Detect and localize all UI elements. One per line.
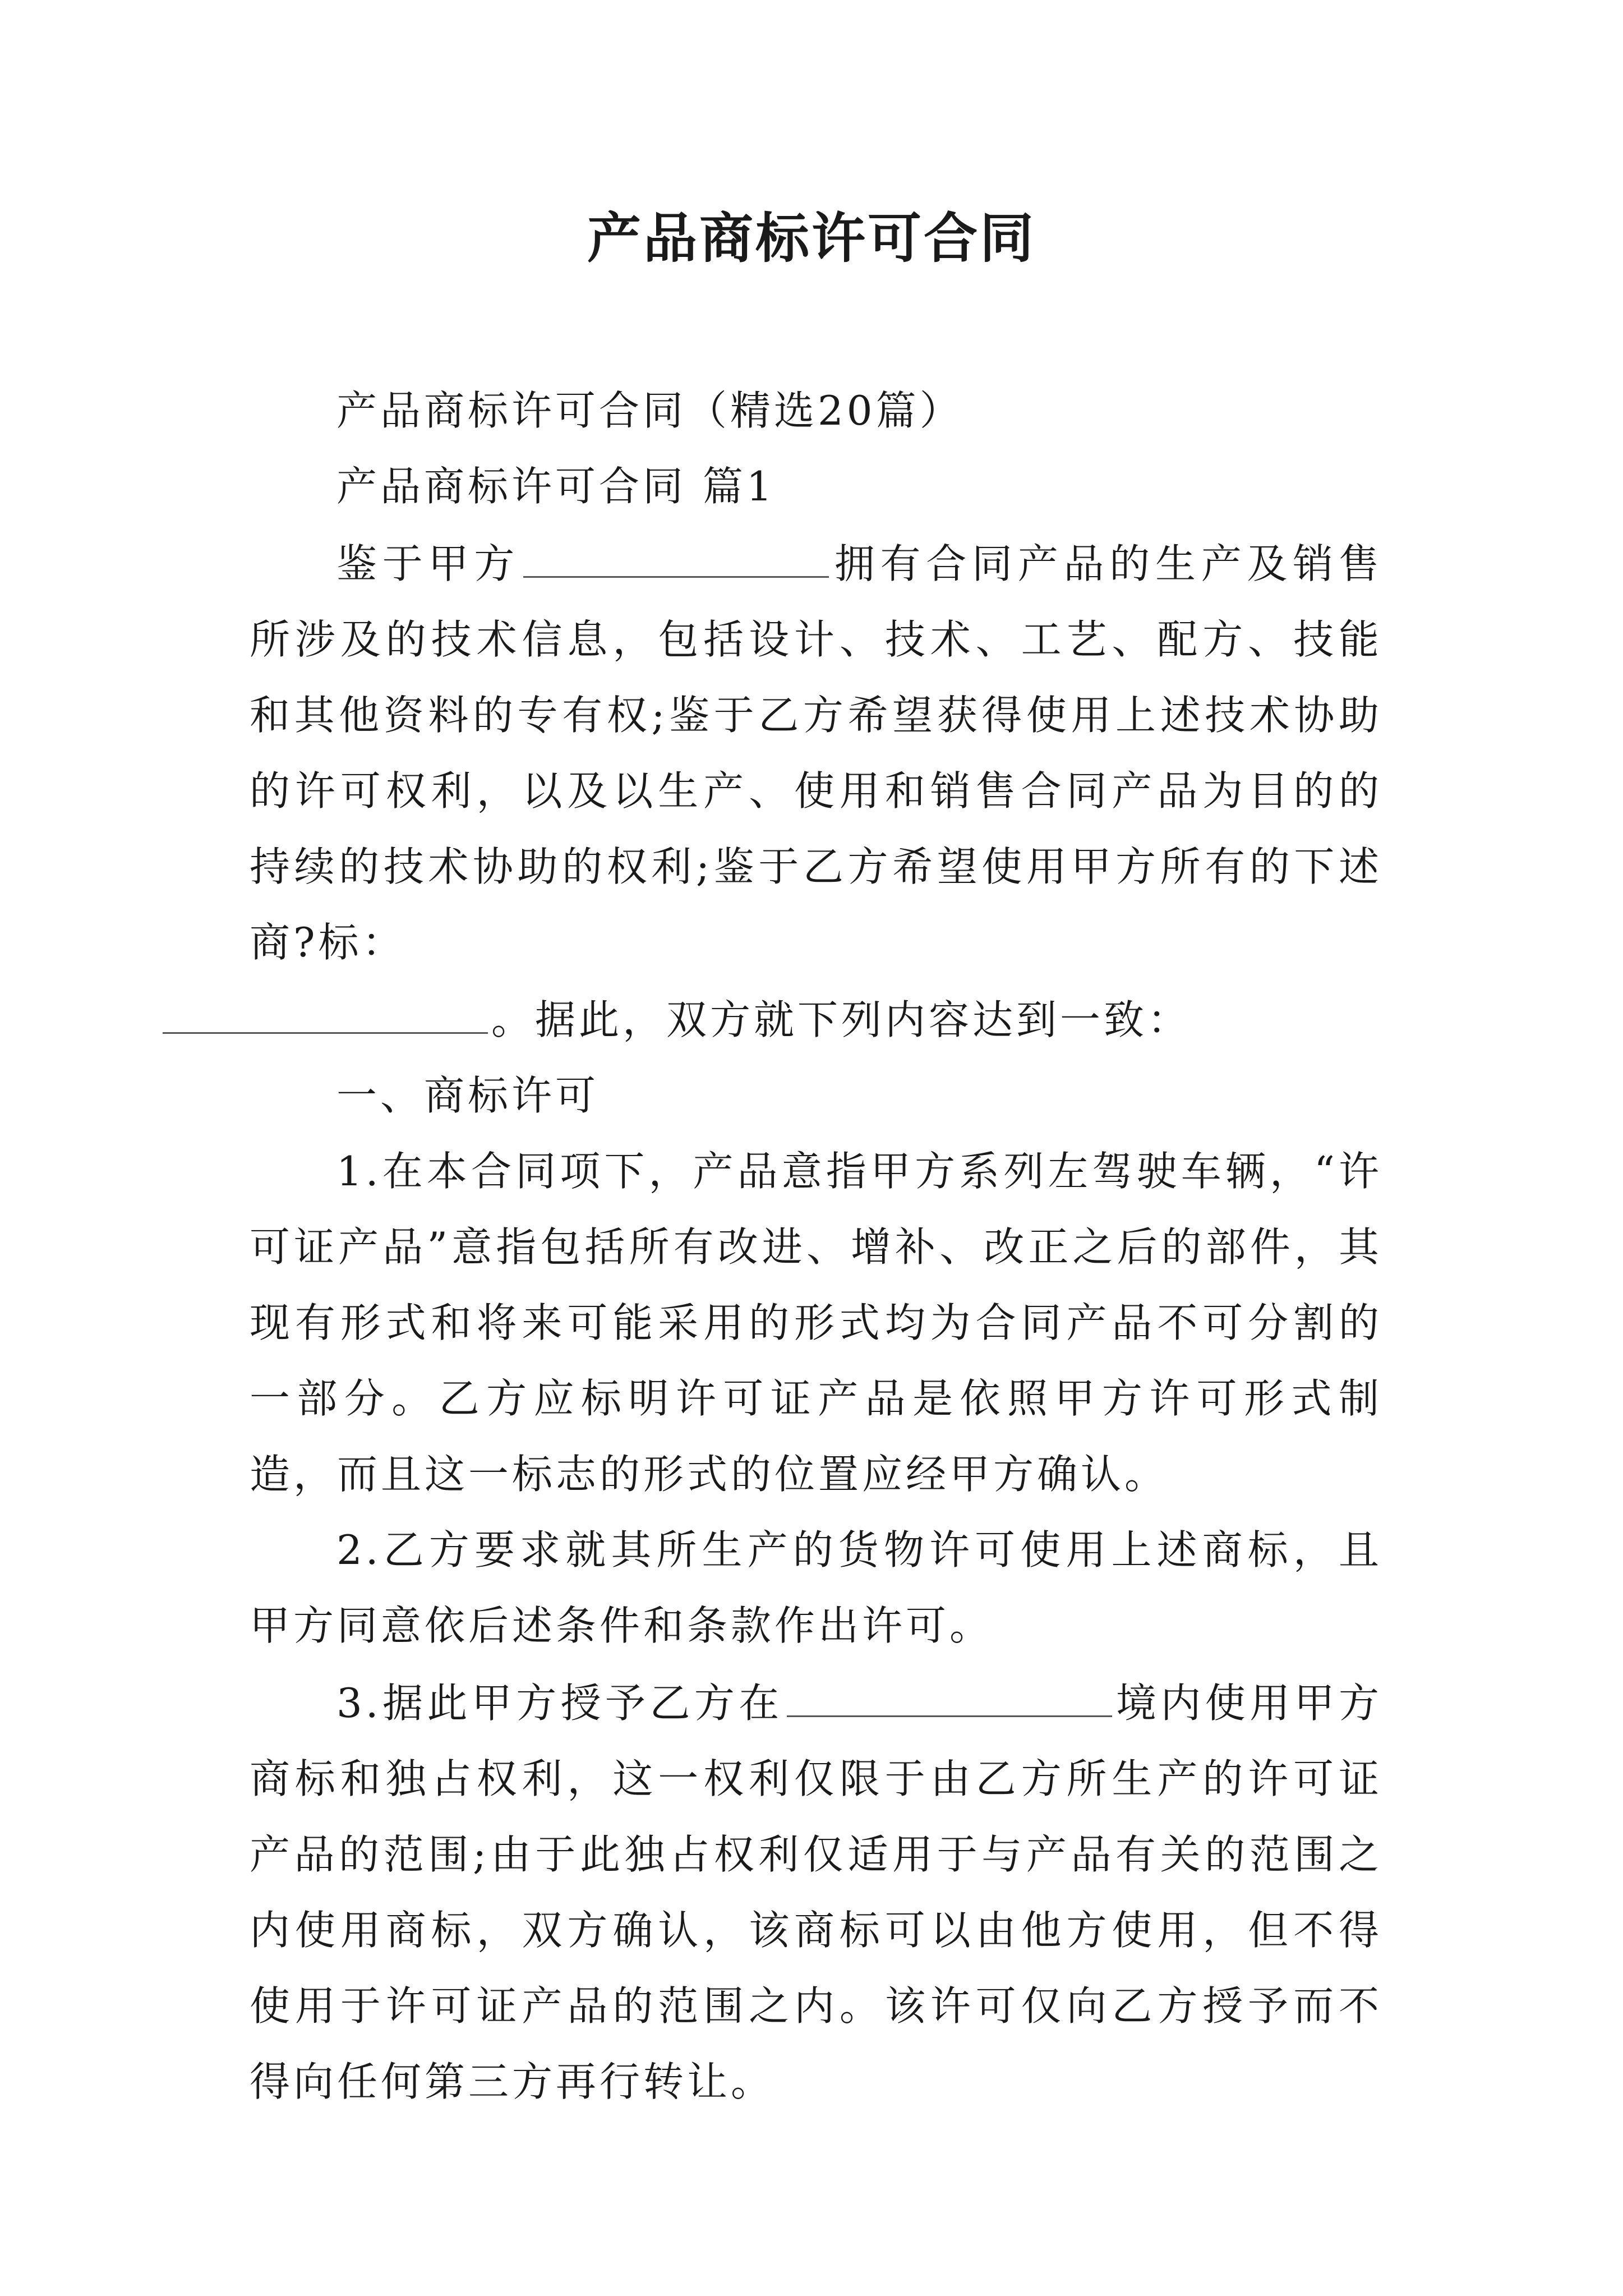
article-heading: 产品商标许可合同 篇1 — [336, 463, 776, 510]
territory-blank — [787, 1664, 1112, 1717]
party-a-blank — [523, 524, 829, 578]
trademark-blank — [163, 981, 488, 1034]
intro-paragraph — [250, 524, 1382, 1058]
clause-3-text-1: 3.据此甲方授予乙方在 — [336, 1680, 783, 1727]
clause-3-text-2: 境内使用甲方商标和独占权利，这一权利仅限于由乙方所生产的许可证产品的范围;由于此独占权利仅适用于与产品有关的范围之内使用商标，双方确认，该商标可以由他方使用，但不得使用于许可证产品的范围之内。该许可仅向乙方授予而不得向任何第三方再行转让。 — [250, 1680, 1382, 2105]
document-body — [250, 373, 1382, 2120]
section-heading: 一、商标许可 — [336, 1072, 600, 1119]
intro-text-2: 拥有合同产品的生产及销售所涉及的技术信息，包括设计、技术、工艺、配方、技能和其他资料的专有权;鉴于乙方希望获得使用上述技术协助的许可权利，以及以生产、使用和销售合同产品为目的的持续的技术协助的权利;鉴于乙方希望使用甲方所有的下述商?标： — [250, 540, 1382, 966]
clause-2: 2.乙方要求就其所生产的货物许可使用上述商标，且甲方同意依后述条件和条款作出许可。 — [250, 1526, 1382, 1649]
document-title: 产品商标许可合同 — [587, 206, 1036, 270]
clause-3 — [250, 1664, 1382, 2120]
intro-text-3: 。据此，双方就下列内容达到一致： — [491, 996, 1192, 1043]
intro-text-1: 鉴于甲方 — [336, 540, 520, 587]
clause-1: 1.在本合同项下，产品意指甲方系列左驾驶车辆，“许可证产品”意指包括所有改进、增补、改正之后的部件，其现有形式和将来可能采用的形式均为合同产品不可分割的一部分。乙方应标明许可证产品是依照甲方许可形式制造，而且这一标志的形式的位置应经甲方确认。 — [250, 1148, 1382, 1498]
document-subtitle: 产品商标许可合同（精选20篇） — [336, 387, 963, 434]
